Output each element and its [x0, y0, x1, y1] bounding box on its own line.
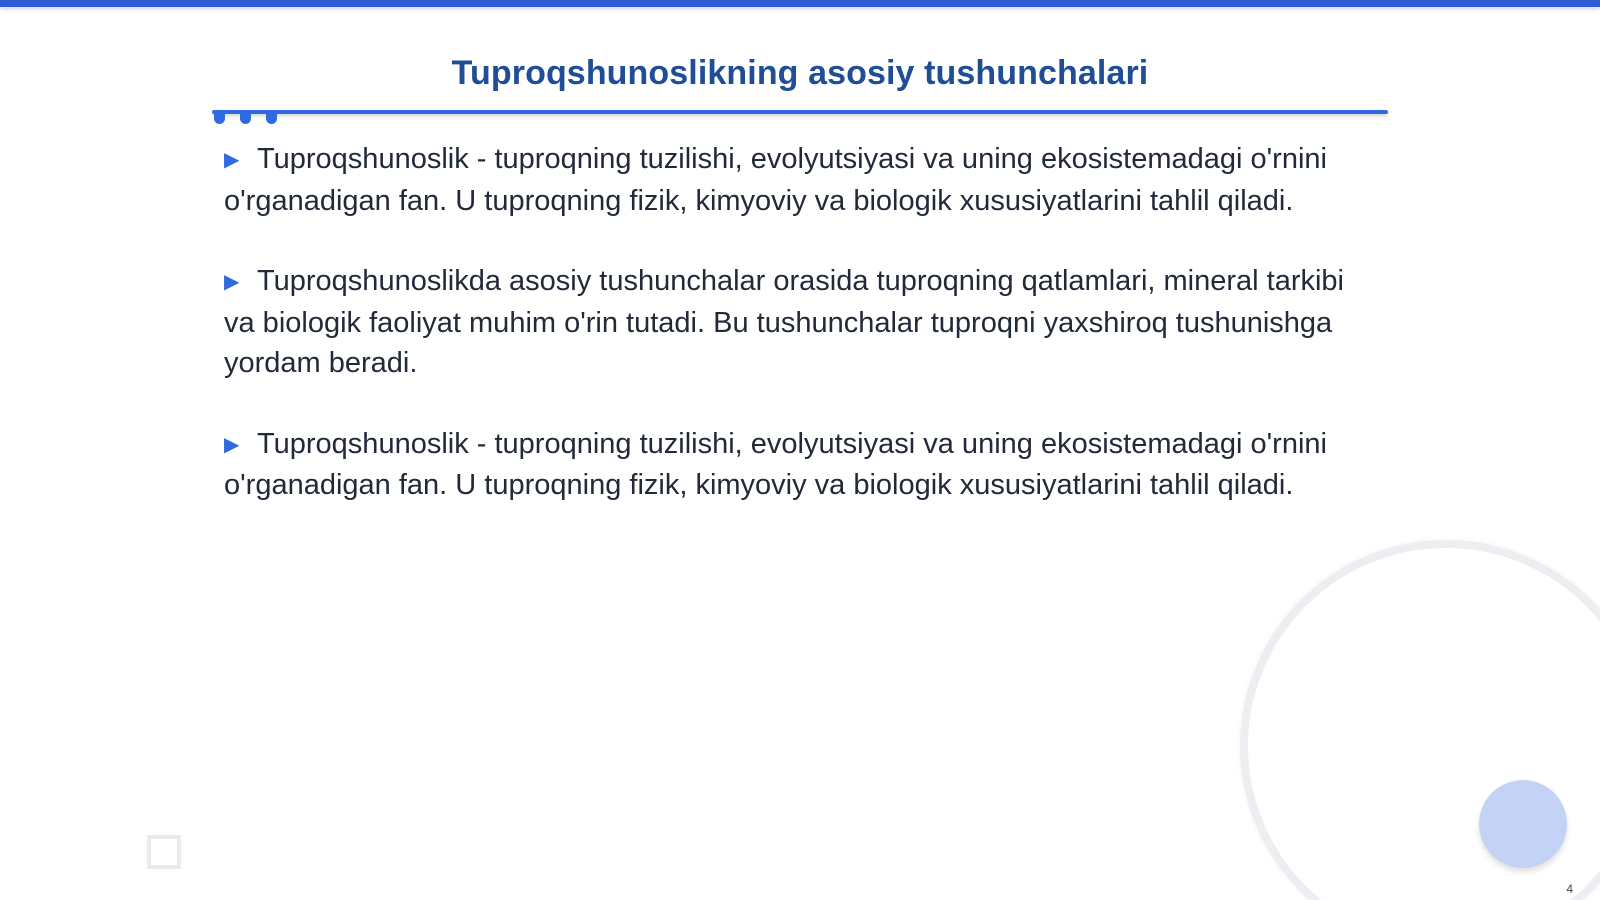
bullet-item — [224, 139, 1374, 221]
underline-dot — [214, 111, 225, 124]
decorative-circle — [1479, 780, 1567, 868]
bullet-text: Tuproqshunoslik - tuproqning tuzilishi, evolyutsiyasi va uning ekosistemadagi o'rnini o'rganadigan fan. U tuproqning fizik, kimyoviy va biologik xususiyatlarini tahlil qiladi. — [224, 427, 1327, 501]
bullet-text: Tuproqshunoslikda asosiy tushunchalar orasida tuproqning qatlamlari, mineral tarkibi va biologik faoliyat muhim o'rin tutadi. Bu tushunchalar tuproqni yaxshiroq tushunishga yordam beradi. — [224, 265, 1345, 379]
top-accent-bar — [0, 0, 1600, 7]
decorative-square — [147, 835, 181, 869]
underline-dot — [240, 111, 251, 124]
underline-dot — [266, 111, 277, 124]
title-underline — [212, 110, 1388, 114]
bullet-item — [224, 261, 1374, 384]
slide-title: Tuproqshunoslikning asosiy tushunchalari — [451, 54, 1149, 92]
triangle-bullet-icon: ▶ — [224, 433, 240, 456]
bullet-item — [224, 424, 1374, 506]
bullet-list — [224, 139, 1374, 546]
bullet-text: Tuproqshunoslik - tuproqning tuzilishi, evolyutsiyasi va uning ekosistemadagi o'rnini o'rganadigan fan. U tuproqning fizik, kimyoviy va biologik xususiyatlarini tahlil qiladi. — [224, 143, 1327, 217]
page-number: 4 — [1566, 882, 1573, 896]
triangle-bullet-icon: ▶ — [224, 149, 240, 171]
triangle-bullet-icon: ▶ — [224, 271, 240, 293]
